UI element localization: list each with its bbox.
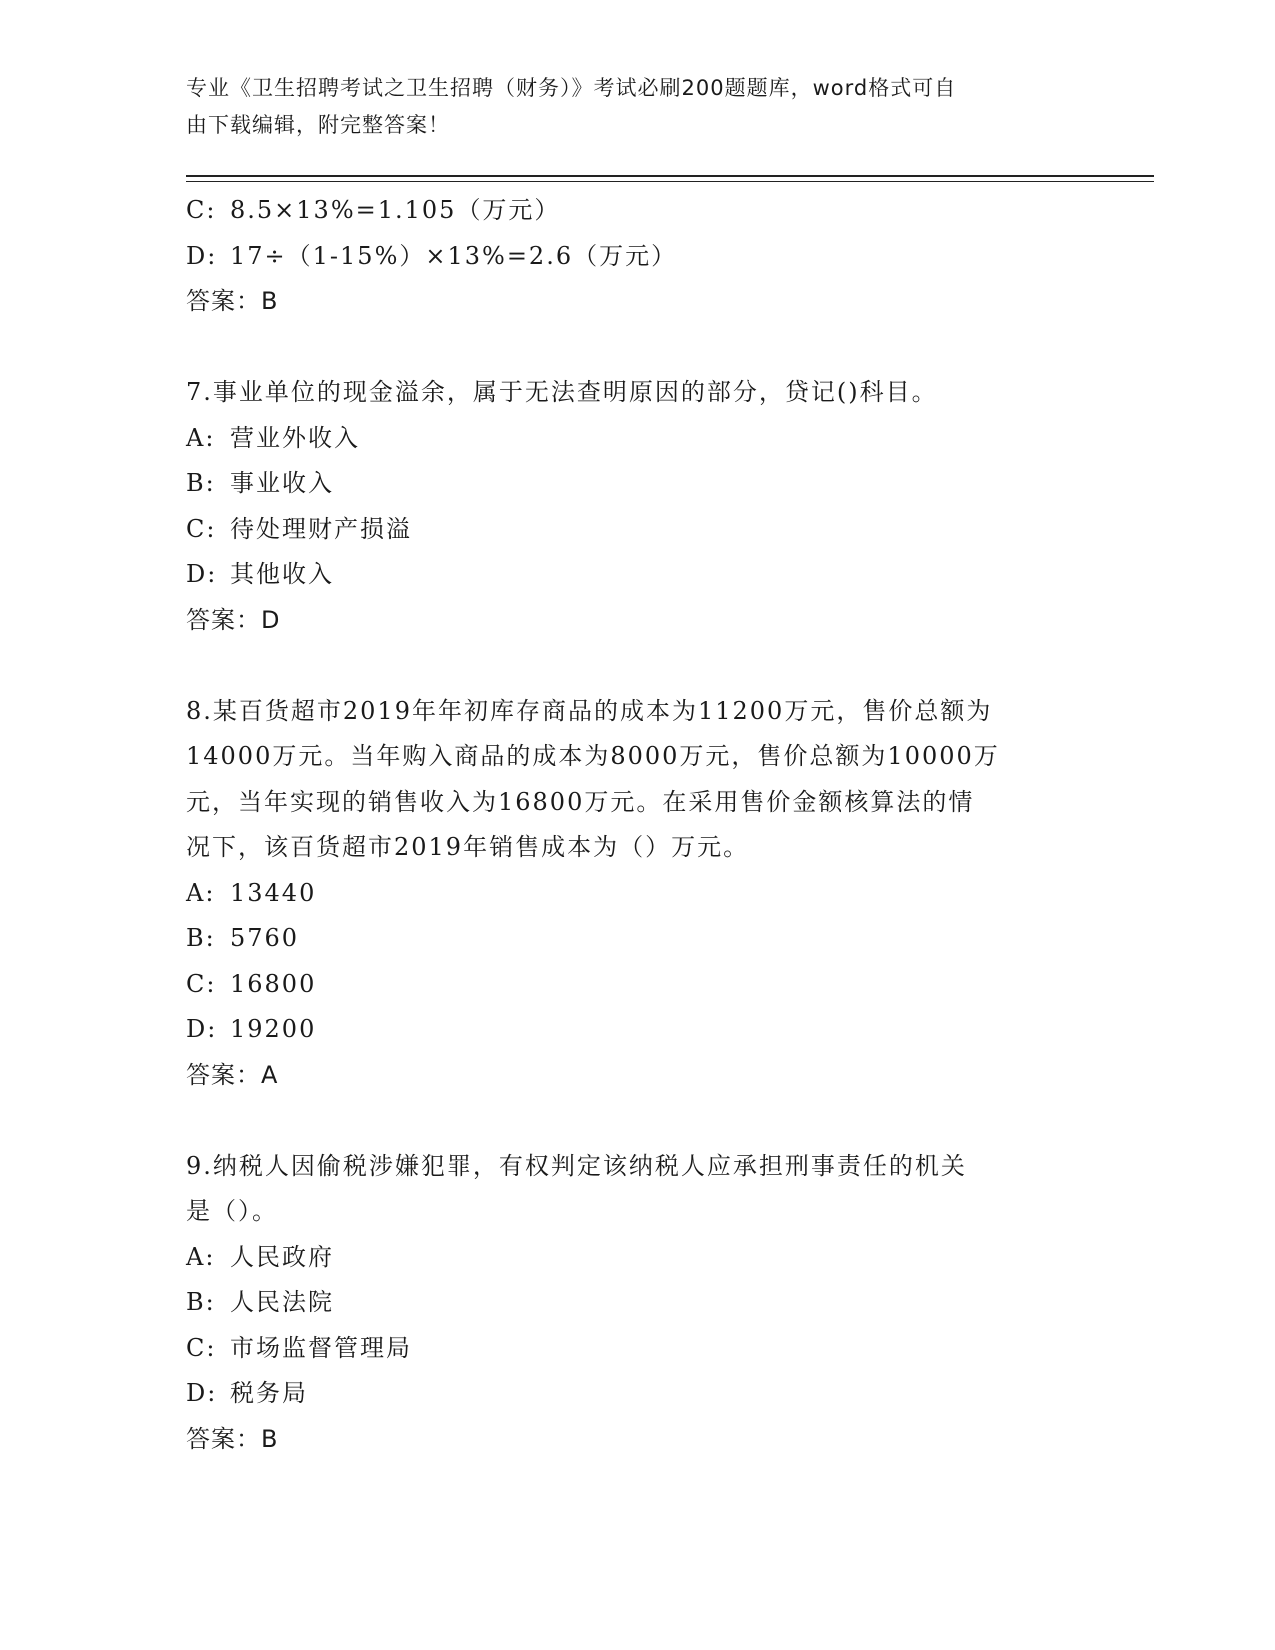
q7-option-a — [186, 416, 1066, 462]
option-text: 8.5×13%=1.105（万元） — [230, 196, 561, 224]
q9-option-b — [186, 1280, 1066, 1326]
q7-option-d — [186, 552, 1066, 598]
option-text: 5760 — [230, 924, 300, 952]
option-label: D: — [186, 560, 218, 588]
q7-answer: 答案：D — [186, 605, 281, 634]
q9-option-d — [186, 1371, 1066, 1417]
q6-option-c — [186, 188, 1066, 234]
q8-stem-line-2: 14000万元。当年购入商品的成本为8000万元，售价总额为10000万 — [186, 742, 1000, 770]
option-label: B: — [186, 924, 216, 952]
option-label: C: — [186, 969, 217, 998]
q7-stem: 7.事业单位的现金溢余，属于无法查明原因的部分，贷记()科目。 — [186, 378, 938, 406]
option-text: 19200 — [230, 1015, 317, 1043]
q8-option-b — [186, 916, 1066, 962]
spacer — [186, 643, 1066, 689]
spacer — [186, 1098, 1066, 1144]
option-text: 其他收入 — [230, 560, 334, 588]
option-text: 人民政府 — [230, 1242, 334, 1271]
option-label: D: — [186, 1015, 218, 1043]
question-list — [186, 188, 1066, 1462]
q9-option-a — [186, 1235, 1066, 1281]
option-text: 事业收入 — [230, 469, 334, 497]
q8-option-d — [186, 1007, 1066, 1053]
q9-option-c — [186, 1326, 1066, 1372]
q8-stem-line-3: 元，当年实现的销售收入为16800万元。在采用售价金额核算法的情 — [186, 787, 975, 816]
header-line-1: 专业《卫生招聘考试之卫生招聘（财务）》考试必刷200题题库，word格式可自 — [186, 76, 957, 100]
q6-answer: 答案：B — [186, 287, 279, 315]
q8-option-a — [186, 871, 1066, 917]
header-divider-thin — [186, 181, 1154, 182]
q9-answer: 答案：B — [186, 1424, 279, 1453]
spacer — [186, 325, 1066, 371]
option-label: D: — [186, 1379, 218, 1407]
option-text: 人民法院 — [230, 1288, 334, 1316]
q7-option-c — [186, 507, 1066, 553]
q7-option-b — [186, 461, 1066, 507]
option-text: 17÷（1-15%）×13%=2.6（万元） — [230, 241, 678, 270]
option-label: A: — [186, 878, 216, 907]
option-text: 13440 — [230, 878, 317, 907]
option-text: 16800 — [230, 969, 317, 998]
option-text: 市场监督管理局 — [230, 1333, 412, 1362]
option-label: A: — [186, 423, 216, 452]
q8-option-c — [186, 962, 1066, 1008]
option-label: C: — [186, 514, 217, 543]
option-text: 营业外收入 — [230, 423, 360, 452]
option-label: A: — [186, 1242, 216, 1271]
q6-option-d — [186, 234, 1066, 280]
document-header — [186, 70, 1066, 144]
option-label: C: — [186, 196, 217, 224]
q8-stem-line-1: 8.某百货超市2019年年初库存商品的成本为11200万元，售价总额为 — [186, 696, 993, 725]
option-label: C: — [186, 1333, 217, 1362]
header-line-2: 由下载编辑，附完整答案！ — [186, 113, 450, 137]
q9-stem-line-2: 是（）。 — [186, 1197, 278, 1225]
option-label: B: — [186, 1288, 216, 1316]
q8-answer: 答案：A — [186, 1060, 279, 1089]
option-text: 税务局 — [230, 1379, 308, 1407]
q9-stem-line-1: 9.纳税人因偷税涉嫌犯罪，有权判定该纳税人应承担刑事责任的机关 — [186, 1151, 967, 1180]
option-label: B: — [186, 469, 216, 497]
q8-stem-line-4: 况下，该百货超市2019年销售成本为（）万元。 — [186, 833, 750, 861]
option-text: 待处理财产损溢 — [230, 514, 412, 543]
option-label: D: — [186, 241, 218, 270]
header-divider-thick — [186, 175, 1154, 177]
